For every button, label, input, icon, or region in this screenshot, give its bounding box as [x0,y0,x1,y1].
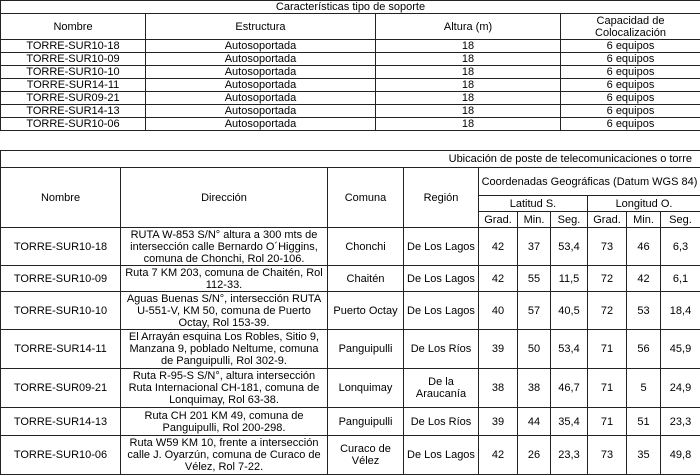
cell-lon-grad: 73 [588,436,627,475]
table-row [1,92,700,105]
header-nombre: Nombre [1,168,121,228]
cell-nombre: TORRE-SUR10-06 [1,436,121,475]
cell-region: De Los Ríos [404,330,479,369]
cell-nombre: TORRE-SUR09-21 [1,92,146,105]
cell-lat-min: 37 [518,228,551,266]
header-direccion: Dirección [121,168,328,228]
cell-estructura: Autosoportada [146,53,376,66]
cell-comuna: Puerto Octay [328,292,404,330]
cell-lat-seg: 40,5 [551,292,588,330]
cell-lon-grad: 71 [588,369,627,408]
cell-estructura: Autosoportada [146,92,376,105]
cell-nombre: TORRE-SUR14-13 [1,408,121,436]
cell-lon-seg: 45,9 [661,330,700,369]
cell-lat-min: 55 [518,266,551,292]
cell-altura: 18 [376,53,561,66]
cell-nombre: TORRE-SUR10-06 [1,118,146,131]
cell-lon-grad: 71 [588,408,627,436]
cell-lat-seg: 53,4 [551,330,588,369]
table-title: Características tipo de soporte [1,1,700,14]
cell-lon-seg: 24,9 [661,369,700,408]
cell-capacidad: 6 equipos [561,66,700,79]
cell-estructura: Autosoportada [146,66,376,79]
cell-comuna: Panguipulli [328,408,404,436]
cell-region: De la Araucanía [404,369,479,408]
cell-altura: 18 [376,79,561,92]
table-row [1,79,700,92]
header-longitud: Longitud O. [588,196,700,212]
table-row [1,266,700,292]
cell-lon-grad: 72 [588,292,627,330]
cell-estructura: Autosoportada [146,79,376,92]
cell-lon-min: 53 [627,292,661,330]
cell-lat-min: 38 [518,369,551,408]
cell-lat-seg: 35,4 [551,408,588,436]
cell-lon-min: 46 [627,228,661,266]
cell-capacidad: 6 equipos [561,105,700,118]
header-lon-grad: Grad. [588,212,627,228]
cell-region: De Los Lagos [404,436,479,475]
header-comuna: Comuna [328,168,404,228]
table-row [1,408,700,436]
cell-altura: 18 [376,66,561,79]
cell-comuna: Lonquimay [328,369,404,408]
cell-nombre: TORRE-SUR10-09 [1,53,146,66]
cell-lon-min: 42 [627,266,661,292]
cell-lat-grad: 39 [479,330,518,369]
cell-lon-min: 5 [627,369,661,408]
cell-direccion: Ruta CH 201 KM 49, comuna de Panguipulli, Rol 200-298. [121,408,328,436]
cell-capacidad: 6 equipos [561,40,700,53]
table-row [1,40,700,53]
table-row [1,66,700,79]
cell-region: De Los Lagos [404,266,479,292]
table-row [1,436,700,475]
cell-lon-min: 35 [627,436,661,475]
cell-lat-grad: 39 [479,408,518,436]
cell-lon-seg: 6,1 [661,266,700,292]
cell-lon-seg: 6,3 [661,228,700,266]
header-coordenadas: Coordenadas Geográficas (Datum WGS 84) [479,168,700,196]
support-characteristics-table [0,0,700,131]
header-nombre: Nombre [1,14,146,40]
cell-direccion: Ruta R-95-S S/N°, altura intersección Ruta Internacional CH-181, comuna de Lonquimay, Rol 63-38. [121,369,328,408]
cell-region: De Los Lagos [404,292,479,330]
table-row [1,228,700,266]
cell-nombre: TORRE-SUR14-11 [1,79,146,92]
cell-lon-seg: 18,4 [661,292,700,330]
cell-lon-min: 51 [627,408,661,436]
cell-capacidad: 6 equipos [561,92,700,105]
header-lat-grad: Grad. [479,212,518,228]
header-lon-min: Min. [627,212,661,228]
cell-lon-seg: 49,8 [661,436,700,475]
header-lat-seg: Seg. [551,212,588,228]
cell-estructura: Autosoportada [146,40,376,53]
cell-altura: 18 [376,105,561,118]
cell-lat-min: 26 [518,436,551,475]
table-row [1,292,700,330]
cell-altura: 18 [376,92,561,105]
cell-region: De Los Ríos [404,408,479,436]
header-estructura: Estructura [146,14,376,40]
cell-nombre: TORRE-SUR10-18 [1,40,146,53]
table-row [1,330,700,369]
cell-lat-seg: 23,3 [551,436,588,475]
cell-lat-grad: 38 [479,369,518,408]
cell-altura: 18 [376,40,561,53]
table-title: Ubicación de poste de telecomunicaciones o torre [1,151,700,168]
cell-comuna: Panguipulli [328,330,404,369]
cell-region: De Los Lagos [404,228,479,266]
cell-estructura: Autosoportada [146,105,376,118]
cell-direccion: RUTA W-853 S/N° altura a 300 mts de intersección calle Bernardo O´Higgins, comuna de Chonchi, Rol 20-106. [121,228,328,266]
header-capacidad: Capacidad de Colocalización [561,14,700,40]
cell-lon-grad: 72 [588,266,627,292]
table-row [1,105,700,118]
cell-nombre: TORRE-SUR10-10 [1,292,121,330]
cell-lat-seg: 53,4 [551,228,588,266]
cell-comuna: Curaco de Vélez [328,436,404,475]
cell-capacidad: 6 equipos [561,118,700,131]
cell-estructura: Autosoportada [146,118,376,131]
cell-nombre: TORRE-SUR10-18 [1,228,121,266]
cell-lat-min: 50 [518,330,551,369]
header-lat-min: Min. [518,212,551,228]
cell-lat-grad: 40 [479,292,518,330]
cell-lat-grad: 42 [479,228,518,266]
cell-nombre: TORRE-SUR14-13 [1,105,146,118]
cell-nombre: TORRE-SUR14-11 [1,330,121,369]
cell-nombre: TORRE-SUR10-10 [1,66,146,79]
header-altura: Altura (m) [376,14,561,40]
header-region: Región [404,168,479,228]
cell-lat-min: 44 [518,408,551,436]
cell-nombre: TORRE-SUR09-21 [1,369,121,408]
cell-lat-grad: 42 [479,436,518,475]
table-row [1,369,700,408]
header-lon-seg: Seg. [661,212,700,228]
cell-lat-seg: 46,7 [551,369,588,408]
cell-direccion: Aguas Buenas S/N°, intersección RUTA U-551-V, KM 50, comuna de Puerto Octay, Rol 153-39. [121,292,328,330]
cell-direccion: Ruta 7 KM 203, comuna de Chaitén, Rol 112-33. [121,266,328,292]
cell-lon-grad: 73 [588,228,627,266]
cell-capacidad: 6 equipos [561,79,700,92]
cell-lon-min: 56 [627,330,661,369]
cell-altura: 18 [376,118,561,131]
cell-capacidad: 6 equipos [561,53,700,66]
cell-nombre: TORRE-SUR10-09 [1,266,121,292]
cell-direccion: El Arrayán esquina Los Robles, Sitio 9, Manzana 9, poblado Neltume, comuna de Panguipulli, Rol 302-9. [121,330,328,369]
cell-direccion: Ruta W59 KM 10, frente a intersección calle J. Oyarzún, comuna de Curaco de Vélez, Rol 7-22. [121,436,328,475]
table-row [1,53,700,66]
location-table [0,150,700,475]
cell-lat-grad: 42 [479,266,518,292]
cell-lat-seg: 11,5 [551,266,588,292]
header-latitud: Latitud S. [479,196,588,212]
cell-comuna: Chaitén [328,266,404,292]
cell-lat-min: 57 [518,292,551,330]
cell-comuna: Chonchi [328,228,404,266]
table-row [1,118,700,131]
cell-lon-grad: 71 [588,330,627,369]
cell-lon-seg: 23,3 [661,408,700,436]
